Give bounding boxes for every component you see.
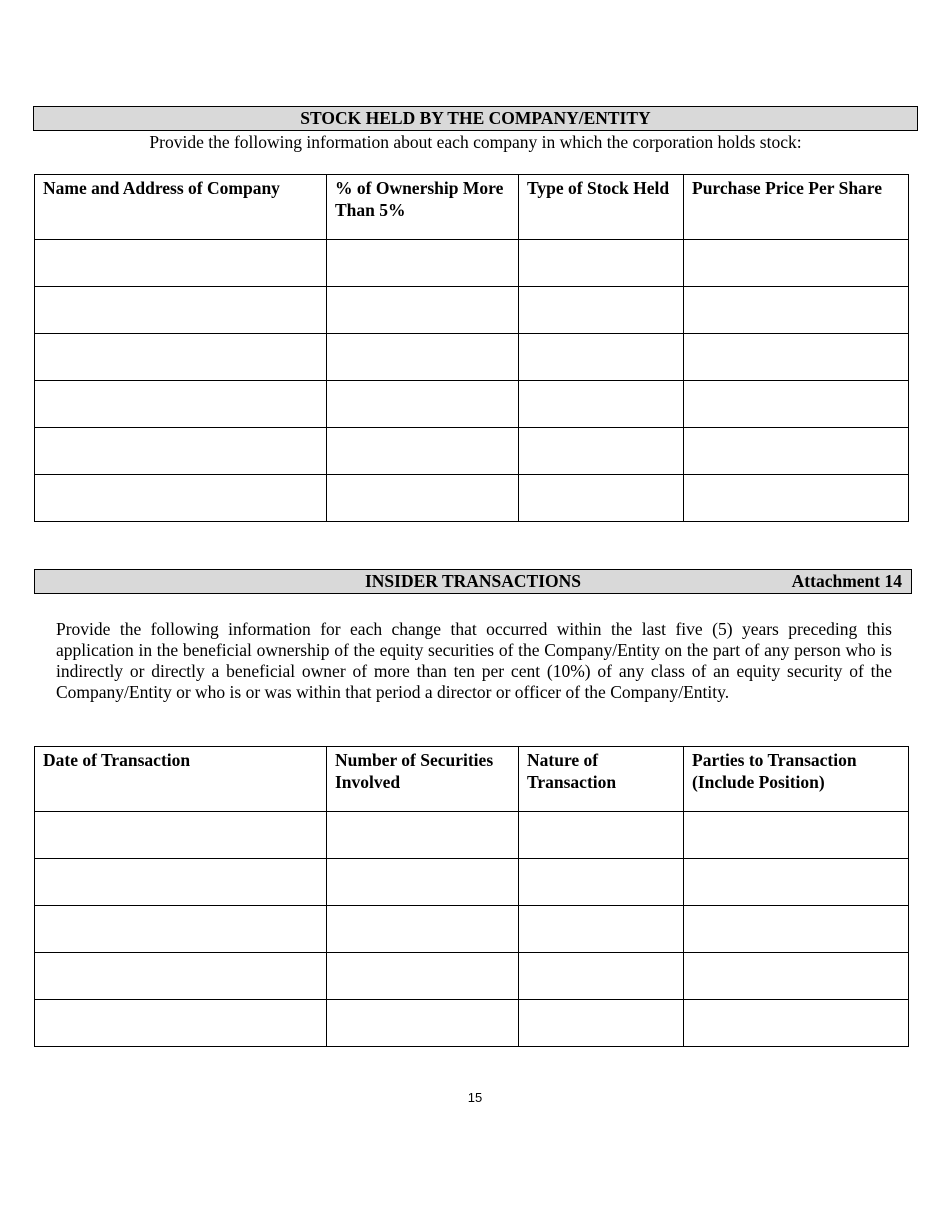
stock-table-cell[interactable] (327, 428, 519, 475)
stock-section-intro: Provide the following information about each company in which the corporation holds stock: (149, 132, 802, 152)
page-number: 15 (467, 1090, 483, 1105)
stock-table-cell[interactable] (684, 334, 909, 381)
insider-col-date: Date of Transaction (35, 747, 327, 812)
stock-table-cell[interactable] (519, 334, 684, 381)
insider-table-cell[interactable] (519, 953, 684, 1000)
stock-table-cell[interactable] (684, 475, 909, 522)
insider-table-row (35, 953, 909, 1000)
insider-table-cell[interactable] (35, 1000, 327, 1047)
insider-table-header-row (35, 747, 909, 812)
insider-table (34, 746, 909, 1047)
insider-table-cell[interactable] (327, 859, 519, 906)
insider-table-cell[interactable] (35, 812, 327, 859)
stock-table-cell[interactable] (35, 240, 327, 287)
stock-col-stock-type: Type of Stock Held (519, 175, 684, 240)
stock-table-cell[interactable] (327, 381, 519, 428)
insider-table-row (35, 859, 909, 906)
insider-table-cell[interactable] (519, 859, 684, 906)
stock-table-cell[interactable] (327, 475, 519, 522)
stock-table-cell[interactable] (35, 475, 327, 522)
stock-table-cell[interactable] (327, 287, 519, 334)
stock-table-cell[interactable] (519, 475, 684, 522)
stock-table-cell[interactable] (519, 287, 684, 334)
insider-table-cell[interactable] (519, 1000, 684, 1047)
insider-col-securities: Number of Securities Involved (327, 747, 519, 812)
insider-table-cell[interactable] (684, 1000, 909, 1047)
insider-table-cell[interactable] (327, 953, 519, 1000)
insider-table-cell[interactable] (327, 812, 519, 859)
stock-section-header (33, 106, 918, 131)
insider-table-cell[interactable] (684, 906, 909, 953)
stock-table-row (35, 334, 909, 381)
insider-table-cell[interactable] (35, 906, 327, 953)
stock-table-cell[interactable] (684, 428, 909, 475)
insider-section-header (34, 569, 912, 594)
stock-section-title: STOCK HELD BY THE COMPANY/ENTITY (300, 108, 651, 128)
insider-section-intro: Provide the following information for each change that occurred within the last five (5) years preceding this application in the beneficial ownership of the equity securities of the Company/Entity on the part of any person who is indirectly or directly a beneficial owner of more than ten per cent (10%) of any class of an equity security of the Company/Entity or who is or was within that period a director or officer of the Company/Entity. (56, 619, 892, 702)
stock-table-cell[interactable] (684, 287, 909, 334)
stock-table-cell[interactable] (327, 240, 519, 287)
stock-table-row (35, 428, 909, 475)
insider-table-cell[interactable] (35, 859, 327, 906)
insider-table-cell[interactable] (327, 906, 519, 953)
insider-col-parties: Parties to Transaction (Include Position) (684, 747, 909, 812)
insider-section-title: INSIDER TRANSACTIONS (364, 571, 582, 591)
attachment-label: Attachment 14 (791, 571, 902, 591)
stock-table-cell[interactable] (684, 381, 909, 428)
stock-table-cell[interactable] (519, 428, 684, 475)
stock-table-cell[interactable] (684, 240, 909, 287)
insider-table-row (35, 906, 909, 953)
stock-table-cell[interactable] (35, 334, 327, 381)
stock-table (34, 174, 909, 522)
stock-table-cell[interactable] (35, 287, 327, 334)
stock-table-row (35, 287, 909, 334)
stock-table-cell[interactable] (327, 334, 519, 381)
insider-table-row (35, 812, 909, 859)
stock-col-purchase-price: Purchase Price Per Share (684, 175, 909, 240)
stock-col-ownership: % of Ownership More Than 5% (327, 175, 519, 240)
stock-table-row (35, 240, 909, 287)
insider-table-cell[interactable] (327, 1000, 519, 1047)
insider-table-cell[interactable] (684, 953, 909, 1000)
stock-table-cell[interactable] (35, 381, 327, 428)
stock-table-header-row (35, 175, 909, 240)
insider-table-cell[interactable] (684, 859, 909, 906)
stock-table-cell[interactable] (519, 381, 684, 428)
insider-table-row (35, 1000, 909, 1047)
insider-table-cell[interactable] (35, 953, 327, 1000)
stock-col-name-address: Name and Address of Company (35, 175, 327, 240)
stock-table-row (35, 381, 909, 428)
insider-table-cell[interactable] (519, 812, 684, 859)
stock-table-cell[interactable] (519, 240, 684, 287)
insider-table-cell[interactable] (519, 906, 684, 953)
insider-table-cell[interactable] (684, 812, 909, 859)
stock-table-row (35, 475, 909, 522)
insider-col-nature: Nature of Transaction (519, 747, 684, 812)
stock-table-cell[interactable] (35, 428, 327, 475)
